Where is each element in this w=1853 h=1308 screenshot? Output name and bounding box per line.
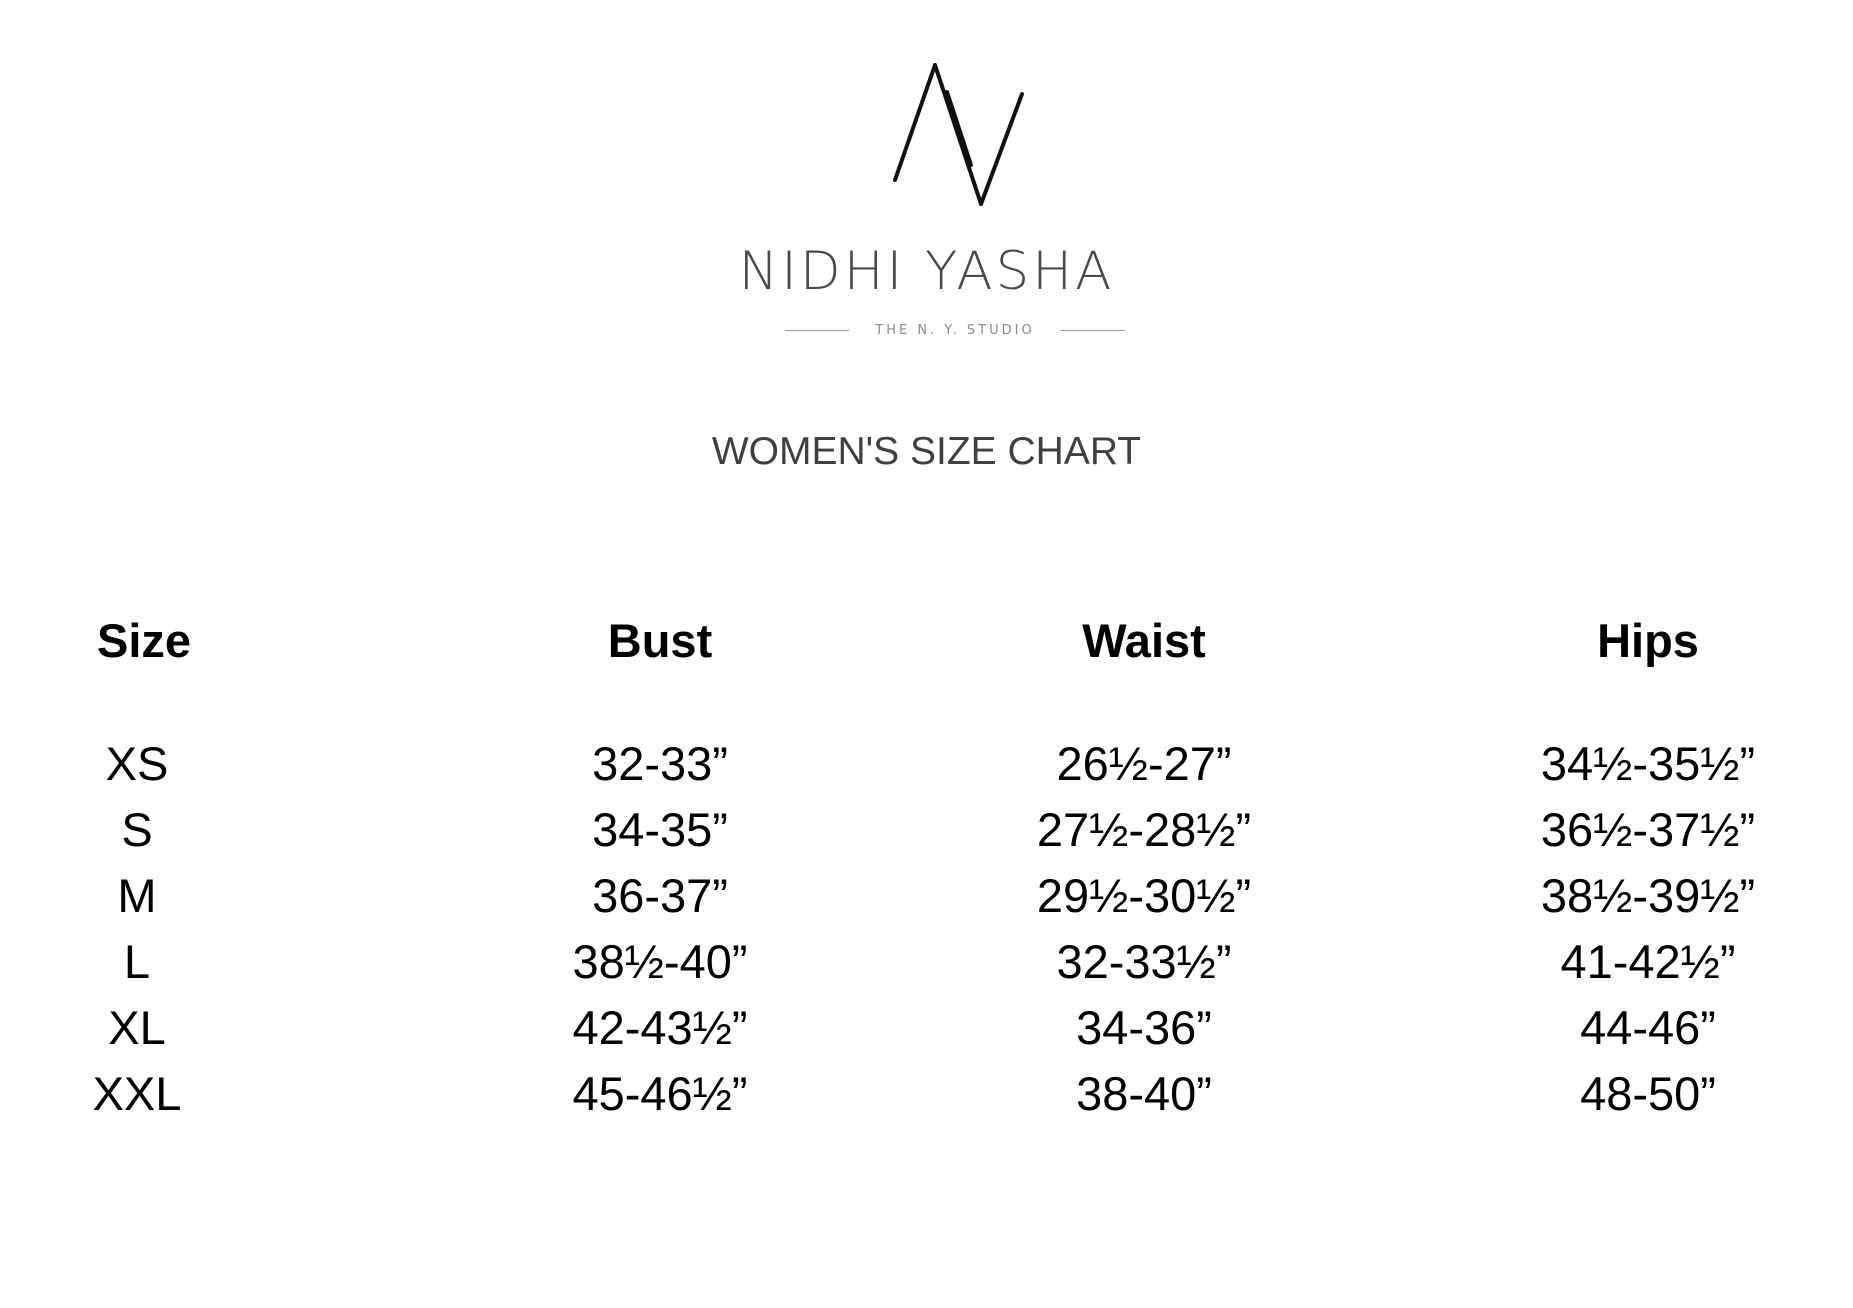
hips-cell: 48-50” xyxy=(1580,1067,1716,1120)
size-cell: M xyxy=(117,869,157,922)
bust-cell: 42-43½” xyxy=(572,1001,748,1054)
size-cell: L xyxy=(123,935,151,988)
hips-cell: 38½-39½” xyxy=(1540,869,1756,922)
column-header-bust: Bust xyxy=(607,614,713,667)
brand-tagline: THE N. Y. STUDIO xyxy=(875,322,1035,338)
column-header-waist: Waist xyxy=(1082,614,1206,667)
size-cell: S xyxy=(121,803,153,856)
bust-cell: 36-37” xyxy=(592,869,728,922)
hips-cell: 44-46” xyxy=(1580,1001,1716,1054)
column-header-size: Size xyxy=(96,614,192,667)
page-title: WOMEN'S SIZE CHART xyxy=(711,430,1142,473)
size-cell: XS xyxy=(105,737,169,790)
waist-cell: 38-40” xyxy=(1076,1067,1212,1120)
waist-cell: 29½-30½” xyxy=(1036,869,1252,922)
bust-cell: 38½-40” xyxy=(572,935,748,988)
bust-cell: 32-33” xyxy=(592,737,728,790)
hips-cell: 41-42½” xyxy=(1560,935,1736,988)
column-header-hips: Hips xyxy=(1597,614,1699,667)
brand-name: NIDHI YASHA xyxy=(738,241,1115,302)
size-cell: XXL xyxy=(92,1067,182,1120)
bust-cell: 45-46½” xyxy=(572,1067,748,1120)
hips-cell: 34½-35½” xyxy=(1540,737,1756,790)
waist-cell: 32-33½” xyxy=(1056,935,1232,988)
bust-cell: 34-35” xyxy=(592,803,728,856)
waist-cell: 34-36” xyxy=(1076,1001,1212,1054)
size-cell: XL xyxy=(108,1001,166,1054)
waist-cell: 27½-28½” xyxy=(1036,803,1252,856)
waist-cell: 26½-27” xyxy=(1056,737,1232,790)
hips-cell: 36½-37½” xyxy=(1540,803,1756,856)
